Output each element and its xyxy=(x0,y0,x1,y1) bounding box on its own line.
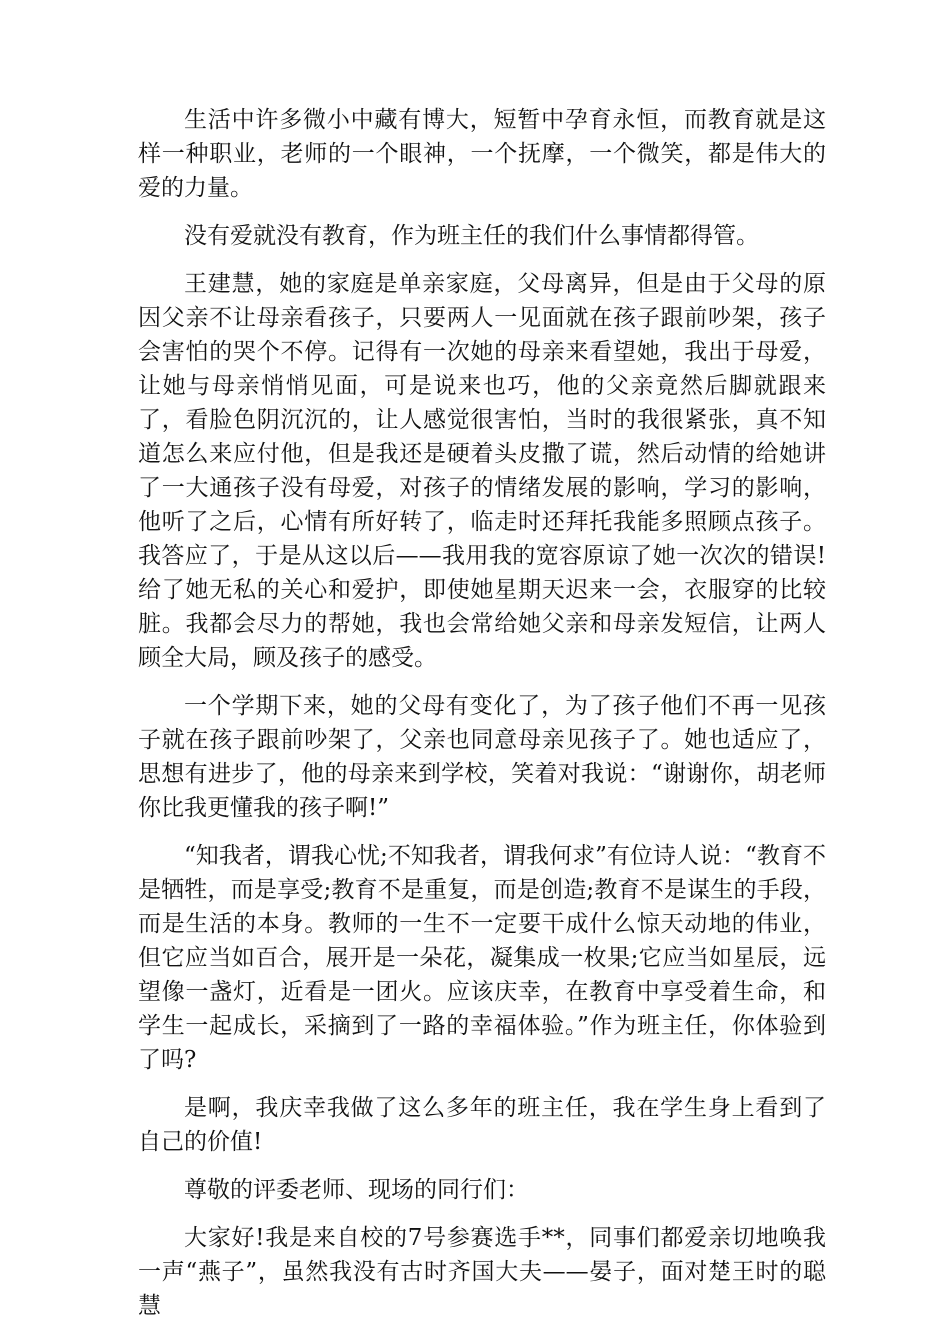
paragraph-3: 王建慧，她的家庭是单亲家庭，父母离异，但是由于父母的原因父亲不让母亲看孩子，只要两人一见面就在孩子跟前吵架，孩子会害怕的哭个不停。记得有一次她的母亲来看望她，我出于母爱，让她与母亲悄悄见面，可是说来也巧，他的父亲竟然后脚就跟来了，看脸色阴沉沉的，让人感觉很害怕，当时的我很紧张，真不知道怎么来应付他，但是我还是硬着头皮撒了谎，然后动情的给她讲了一大通孩子没有母爱，对孩子的情绪发展的影响，学习的影响，他听了之后，心情有所好转了，临走时还拜托我能多照顾点孩子。我答应了，于是从这以后——我用我的宽容原谅了她一次次的错误!给了她无私的关心和爱护，即使她星期天迟来一会，衣服穿的比较脏。我都会尽力的帮她，我也会常给她父亲和母亲发短信，让两人顾全大局，顾及孩子的感受。 xyxy=(138,271,826,671)
paragraph-2: 没有爱就没有教育，作为班主任的我们什么事情都得管。 xyxy=(184,223,759,249)
document-body xyxy=(138,103,826,1337)
paragraph-4: 一个学期下来，她的父母有变化了，为了孩子他们不再一见孩子就在孩子跟前吵架了，父亲也同意母亲见孩子了。她也适应了，思想有进步了，他的母亲来到学校，笑着对我说：“谢谢你，胡老师你比我更懂我的孩子啊!” xyxy=(138,693,826,821)
paragraph-6: 是啊，我庆幸我做了这么多年的班主任，我在学生身上看到了自己的价值! xyxy=(138,1095,826,1155)
paragraph-5: “知我者，谓我心忧;不知我者，谓我何求”有位诗人说：“教育不是牺牲，而是享受;教育不是重复，而是创造;教育不是谋生的手段，而是生活的本身。教师的一生不一定要干成什么惊天动地的伟业，但它应当如百合，展开是一朵花，凝集成一枚果;它应当如星辰，远望像一盏灯，近看是一团火。应该庆幸，在教育中享受着生命，和学生一起成长，采摘到了一路的幸福体验。”作为班主任，你体验到了吗? xyxy=(138,843,826,1073)
paragraph-1: 生活中许多微小中藏有博大，短暂中孕育永恒，而教育就是这样一种职业，老师的一个眼神，一个抚摩，一个微笑，都是伟大的爱的力量。 xyxy=(138,107,826,201)
paragraph-8: 大家好!我是来自校的7号参赛选手**，同事们都爱亲切地唤我一声“燕子”，虽然我没有古时齐国大夫——晏子，面对楚王时的聪慧 xyxy=(138,1225,826,1319)
paragraph-7: 尊敬的评委老师、现场的同行们： xyxy=(184,1177,529,1203)
